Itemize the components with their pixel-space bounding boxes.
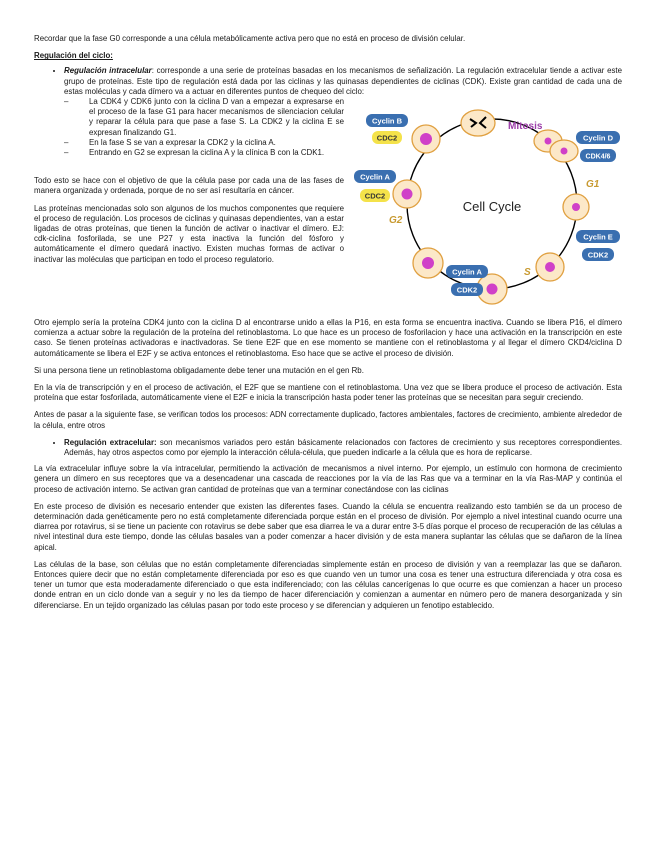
dash-item-s: – En la fase S se van a expresar la CDK2 y la ciclina A. (64, 138, 374, 148)
phase-label-g1: G1 (586, 179, 600, 191)
phase-label-mitosis: Mitosis (508, 121, 543, 133)
cyclin-a-bottom-label: Cyclin A (452, 267, 482, 277)
bullet-text-extracellular: son mecanismos variados pero están básicamente relacionados con factores de crecimiento y sus receptores correspondientes. Además, hay otros aspectos como por ejemplo la interacción célula-célula, que pueden indicarle a la célula que es hora de replicarse. (64, 437, 623, 458)
bullet-item-extracellular (64, 438, 622, 458)
paragraph-retinoblastoma: Si una persona tiene un retinoblastoma obligadamente debe tener una mutación en el gen Rb. (34, 365, 364, 375)
cdc2-top-label: CDC2 (376, 133, 398, 143)
paragraph-checks: Antes de pasar a la siguiente fase, se verifican todos los procesos: ADN correctamente duplicado, factores ambientales, factores de crecimiento, ambiente alrededor de la célula, entre otros (34, 410, 622, 430)
cell-g2 (393, 180, 421, 208)
cell-cycle-diagram (354, 99, 622, 314)
cycle-title: Cell Cycle (462, 199, 522, 215)
cyclin-a-left-label: Cyclin A (360, 172, 390, 182)
cell-cycle-svg (354, 99, 622, 314)
cyclin-e-label: Cyclin E (583, 232, 613, 242)
paragraph-cdk4-example: Otro ejemplo sería la proteína CDK4 junto con la ciclina D al encontrarse unido a ellas la P16, en esta forma se encuentra inactiva. Cuando se libera P16, el dímero comienza a actuar sobre la regulación de la proteína del retinoblastoma. Lo que hace es un proceso de fosforilacion y hace una activación en la transcripción en este caso. Se tienen proteínas activadoras e inactivadoras. Se tiene E2F que en ese momento se mantiene con el retinoblastoma y al llegar el dímero CKD4/ciclina D automáticamente se libera el E2F y se activa entonces el retinoblastoma. Eso hace que se active el proceso de división. (34, 318, 622, 358)
cdk2-bottom-label: CDK2 (456, 285, 478, 295)
dash-item-g2: – Entrando en G2 se expresan la ciclina A y la clínica B con la CDK1. (64, 148, 374, 158)
cell-g1-early (563, 194, 589, 220)
cdc2-left-label: CDC2 (364, 191, 386, 201)
cell-mitosis (461, 110, 495, 136)
bullet-list-extracellular (34, 438, 622, 458)
cell-g1-late (536, 253, 564, 281)
cell-g2-late (413, 248, 443, 278)
term-intracellular: Regulación intracelular (64, 66, 152, 76)
phase-label-s: S (524, 267, 531, 279)
section-heading: Regulación del ciclo: (34, 51, 113, 61)
paragraph-extracellular-pathway: La vía extracelular influye sobre la vía intracelular, permitiendo la activación de mecanismos a nivel interno. Por ejemplo, un estímulo con hormona de crecimiento genera un dímero en sus receptores que va a desencadenar una cascada de reacciones por la vía de las Ras que va a terminar en la vía Ras-MAP y continúa el proceso de activación interno. Se activan gran cantidad de proteínas que van a terminar conectándose con las ciclinas (34, 464, 622, 494)
dash-item-g1: – La CDK4 y CDK6 junto con la ciclina D van a empezar a expresarse en el proceso de la fase G1 para hacer mecanismos de silenciacion celular y reparar la célula para que pase a fase S. La CDK2 y la ciclina E se expresan finalizando G1. (64, 97, 374, 138)
paragraph-objective: Todo esto se hace con el objetivo de que la célula pase por cada una de las fases de manera organizada y ordenada, porque de no ser así resultaría en cáncer. (34, 176, 344, 196)
phase-label-g2: G2 (389, 215, 403, 227)
paragraph-division-phases: En este proceso de división es necesario entender que existen las diferentes fases. Cuando la célula se encuentra realizando esto también se da un proceso de determinación dada genéticamente pero no está completamente diferenciada porque están en el proceso de división. Por ejemplo a nivel intestinal cuando ocurre una diarrea por rotavirus, si se tiene un paciente con rotavirus se debe saber que esa diarrea le va a durar entre 3-5 días porque el proceso de recuperación de las células a nivel intestinal dura este tiempo, donde las células basales van a poder comenzar a hacer división y de esta manera suplantar las células que se dañaron de la línea apical. (34, 501, 622, 552)
cyclin-b-label: Cyclin B (371, 116, 403, 126)
intro-paragraph: Recordar que la fase G0 corresponde a una célula metabólicamente activa pero que no está en proceso de división celular. (34, 34, 466, 43)
cdk2-right-label: CDK2 (587, 250, 609, 260)
cyclin-d-label: Cyclin D (582, 133, 614, 143)
term-extracellular: Regulación extracelular: (64, 437, 157, 447)
bullet-text-intracellular: : corresponde a una serie de proteínas basadas en los mecanismos de señalización. La regulación extracelular tiende a activar este grupo de proteínas. Este tipo de regulación está dada por las ciclinas y las quinasas dependientes de ciclinas (CDK). Existe gran cantidad de cada una de estas moléculas y cada dímero va a actuar en diferentes puntos de chequeo del ciclo: (64, 66, 623, 96)
document-page (34, 34, 622, 618)
paragraph-basal-cells: Las células de la base, son células que no están completamente diferenciadas simplemente están en proceso de división y van a reemplazar las que se dañaron. Entonces quiere decir que no están completamente diferenciada por eso es que cuando ven un tumor una cosa es tener una estructura diferenciada y otra cosa es tener un tumor que esta moderadamente diferenciado o que esta indiferenciado; con las células cancerígenas lo que ocurre es que comienzan a hacer un proceso donde entran en un ciclo donde van a seguir y no les da tiempo de hacer diferenciación y comienzan a aumentar en número pero de manera desorganizada y sin diferenciarse. En un tejido organizado las células pasan por todo este proceso y se diferencian y adquieren un fenotipo establecido. (34, 559, 622, 610)
paragraph-proteins: Las proteínas mencionadas solo son algunos de los muchos componentes que requiere el proceso de regulación. Los procesos de ciclinas y quinasas dependientes, van a estar ligadas de otras proteínas, que tienen la función de activar o inactivar el dímero. EJ: cdk-ciclina fosforilada, se une P27 y esta inactiva la función del fósforo y automáticamente el dímero quedará inactivo. Existen muchas formas de activar o inactivar las moléculas que participan en todo el proceso regulatorio. (34, 203, 344, 264)
paragraph-transcription: En la vía de transcripción y en el proceso de activación, el E2F que se mantiene con el retinoblastoma. Una vez que se libera produce el proceso de activación. Esta proteína que estar fosforilada, automáticamente viene el E2F e inicia la transcripción hasta poder tener las proteínas que se necesitan para seguir creciendo. (34, 383, 622, 403)
cell-late-mitosis (534, 130, 578, 162)
cdk46-label: CDK4/6 (585, 153, 611, 161)
cell-g2-mitosis (412, 125, 440, 153)
